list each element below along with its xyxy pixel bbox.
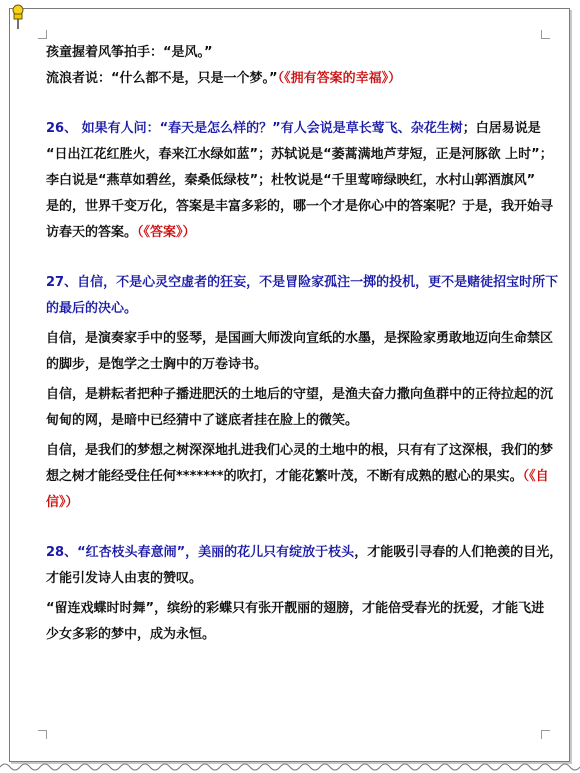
item28-line-3: “留连戏蝶时时舞”，缤纷的彩蝶只有张开靓丽的翅膀，才能倍受春光的抚爱，才能飞进 (46, 601, 545, 616)
top-line-1: 孩童握着风筝拍手：“是风。” (46, 45, 213, 60)
top-line-2-text: 流浪者说：“什么都不是，只是一个梦。” (46, 71, 278, 86)
corner-mark-bottom-left (38, 730, 47, 739)
item27-p1-line-1: 自信，是演奏家手中的竖琴，是国画大师泼向宣纸的水墨，是探险家勇敢地迈向生命禁区 (46, 331, 554, 346)
item28-line-2: 才能引发诗人由衷的赞叹。 (46, 571, 203, 586)
source-citation: （《拥有答案的幸福》） (277, 71, 402, 86)
item27-heading-line-1: 27、自信，不是心灵空虚者的狂妄，不是冒险家孤注一掷的投机，更不是赌徒招宝时所下 (46, 275, 559, 290)
item27-p2-line-2: 甸甸的网，是暗中已经猜中了谜底者挂在脸上的微笑。 (46, 413, 359, 428)
item27-p3-line-3: 信》） (46, 495, 79, 510)
corner-mark-top-left (38, 30, 47, 39)
item26-line-1-tail: ；白居易说是 (462, 121, 541, 136)
item26-text-2: ；苏轼说是“ (258, 147, 332, 162)
item28-line-4: 少女多彩的梦中，成为永恒。 (46, 627, 216, 642)
item26-line-1 (46, 116, 546, 142)
item26-text-5: ”；杜牧说是“ (249, 173, 332, 188)
item26-line-5 (46, 220, 546, 246)
item27-p1-line-2: 的脚步，是饱学之士胸中的万卷诗书。 (46, 357, 268, 372)
item27-p3-line-2 (46, 464, 549, 490)
item27-heading-line-2: 的最后的决心。 (46, 301, 138, 316)
item28-line-1-tail: ，才能吸引寻春的人们艳羡的目光， (354, 545, 563, 560)
item27-p3-text: 想之树才能经受住任何*******的吹打，才能花繁叶茂，不断有成熟的慰心的果实。 (46, 469, 523, 484)
corner-mark-bottom-right (541, 730, 550, 739)
corner-mark-top-right (541, 30, 550, 39)
item26-quote-3: 燕草如碧丝，秦桑低绿枝 (106, 173, 250, 188)
document-body (46, 40, 563, 648)
item26-line-3 (46, 168, 546, 194)
item26-quote-2: 萎蒿满地芦芽短，正是河豚欲 上时 (331, 147, 532, 162)
item26-line-2 (46, 142, 553, 168)
item26-line-4: 是的，世界千变万化，答案是丰富多彩的，哪一个才是你心中的答案呢？于是，我开始寻 (46, 199, 554, 214)
source-citation: （《自 (522, 469, 549, 484)
item28-line-1 (46, 540, 563, 566)
item26-text-4: 李白说是“ (46, 173, 107, 188)
item26-text-3: ”； (531, 147, 553, 162)
item26-text-7: 访春天的答案。 (46, 225, 138, 240)
item27-p2-line-1: 自信，是耕耘者把种子播进肥沃的土地后的守望，是渔夫奋力撒向鱼群中的正待拉起的沉 (46, 387, 554, 402)
source-citation: （《答案》） (137, 225, 196, 240)
item28-heading: 28、“红杏枝头春意闹”，美丽的花儿只有绽放于枝头 (46, 545, 355, 560)
pushpin-icon (10, 4, 26, 30)
top-line-2 (46, 66, 546, 92)
torn-edge-decoration (0, 761, 580, 773)
item26-quote-4: 千里莺啼绿映红，水村山郭酒旗风 (331, 173, 527, 188)
item27-p3-line-1: 自信，是我们的梦想之树深深地扎进我们心灵的土地中的根，只有有了这深根，我们的梦 (46, 443, 554, 458)
item26-text-6: ” (526, 173, 536, 188)
item26-heading: 26、 如果有人问：“春天是怎么样的？”有人会说是草长莺飞、杂花生树 (46, 121, 463, 136)
item26-quote-1: “日出江花红胜火，春来江水绿如蓝” (46, 147, 259, 162)
